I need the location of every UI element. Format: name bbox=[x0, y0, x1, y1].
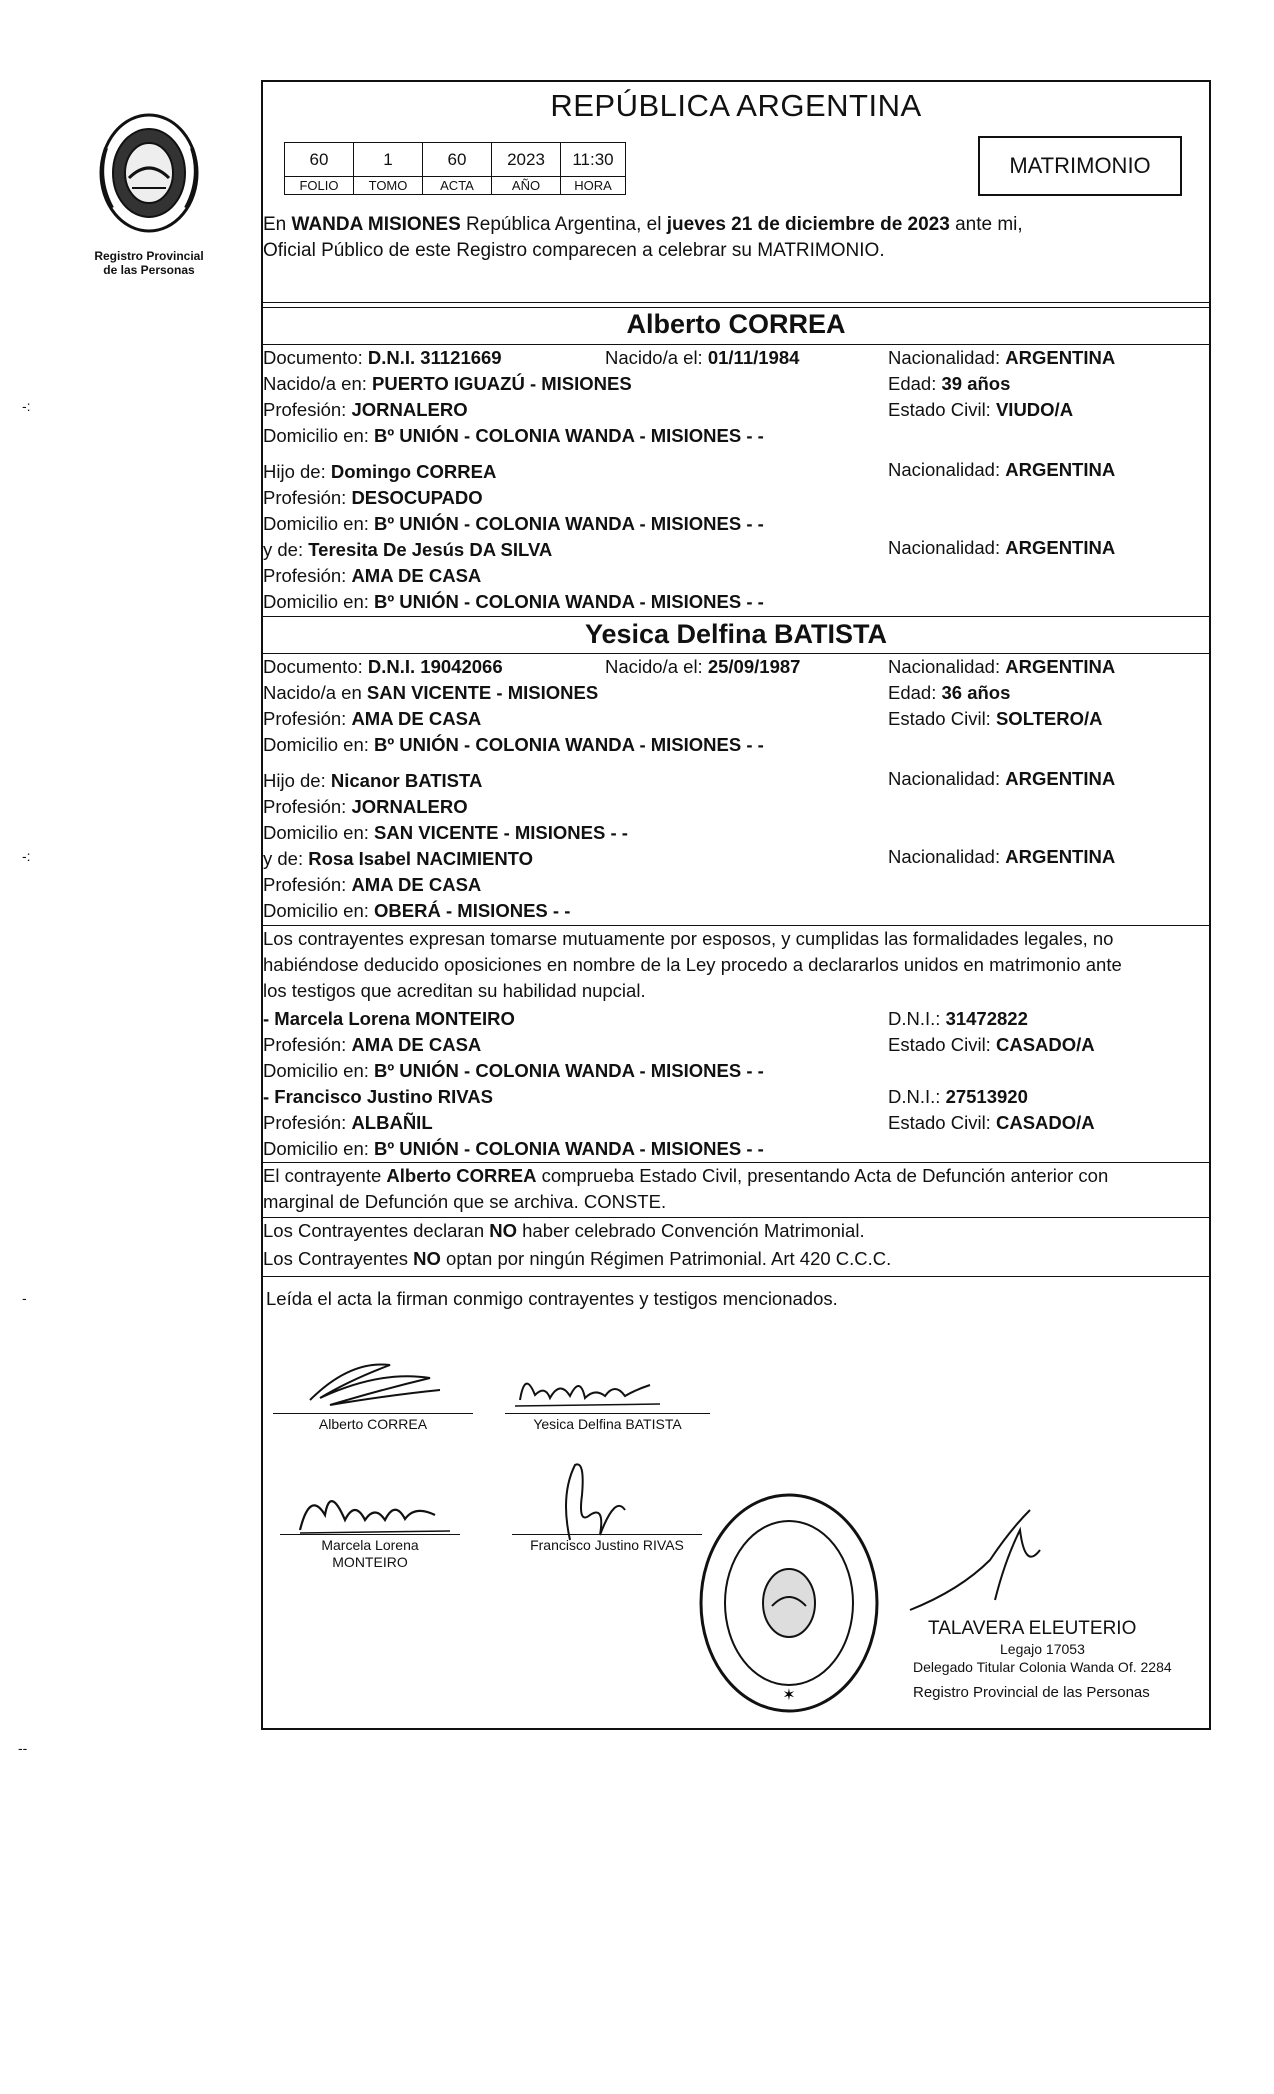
provincial-seal-icon bbox=[94, 108, 204, 238]
divider bbox=[261, 1217, 1211, 1218]
witness-1-profession: Profesión: AMA DE CASA bbox=[263, 1034, 482, 1055]
groom-name-heading: Alberto CORREA bbox=[626, 309, 846, 339]
officer-legajo: Legajo 17053 bbox=[1000, 1641, 1085, 1657]
bride-nationality: Nacionalidad: ARGENTINA bbox=[888, 656, 1116, 677]
acta-label: ACTA bbox=[423, 177, 492, 195]
witness-2-signature bbox=[530, 1455, 640, 1550]
witness-2-profession: Profesión: ALBAÑIL bbox=[263, 1112, 433, 1133]
witness-2-civil-status: Estado Civil: CASADO/A bbox=[888, 1112, 1095, 1133]
bride-father: Hijo de: Nicanor BATISTA bbox=[263, 770, 483, 791]
intro-line-1: En WANDA MISIONES República Argentina, el jueves 21 de diciembre de 2023 ante mi, bbox=[263, 214, 1023, 235]
witness-2-dni: D.N.I.: 27513920 bbox=[888, 1086, 1028, 1107]
declaration-line-3: los testigos que acreditan su habilidad nupcial. bbox=[263, 980, 646, 1001]
bride-mother: y de: Rosa Isabel NACIMIENTO bbox=[263, 848, 534, 869]
record-type-box: MATRIMONIO bbox=[978, 136, 1182, 196]
registry-logo bbox=[74, 108, 224, 277]
intro-line-2: Oficial Público de este Registro comparecen a celebrar su MATRIMONIO. bbox=[263, 240, 885, 261]
declaration-line-1: Los contrayentes expresan tomarse mutuamente por esposos, y cumplidas las formalidades legales, no bbox=[263, 928, 1114, 949]
bride-civil-status: Estado Civil: SOLTERO/A bbox=[888, 708, 1103, 729]
witness-1-name: - Marcela Lorena MONTEIRO bbox=[263, 1008, 515, 1029]
civil-status-note-line-2: marginal de Defunción que se archiva. CONSTE. bbox=[263, 1191, 667, 1212]
witness-2-signature-caption: Francisco Justino RIVAS bbox=[530, 1537, 684, 1553]
bride-document: Documento: D.N.I. 19042066 bbox=[263, 656, 503, 677]
bride-father-address: Domicilio en: SAN VICENTE - MISIONES - - bbox=[263, 822, 628, 843]
groom-document: Documento: D.N.I. 31121669 bbox=[263, 347, 502, 368]
bride-name-heading: Yesica Delfina BATISTA bbox=[584, 619, 888, 649]
bride-father-profession: Profesión: JORNALERO bbox=[263, 796, 468, 817]
witness-1-signature-line bbox=[280, 1534, 460, 1535]
acta-value: 60 bbox=[423, 143, 492, 177]
scan-mark: - bbox=[22, 1290, 27, 1306]
bride-father-nationality: Nacionalidad: ARGENTINA bbox=[888, 768, 1116, 789]
groom-mother-nationality: Nacionalidad: ARGENTINA bbox=[888, 537, 1116, 558]
groom-mother-profession: Profesión: AMA DE CASA bbox=[263, 565, 482, 586]
bride-mother-nationality: Nacionalidad: ARGENTINA bbox=[888, 846, 1116, 867]
declaration-line-2: habiéndose deducido oposiciones en nombre de la Ley procedo a declararlos unidos en matrimonio ante bbox=[263, 954, 1122, 975]
tomo-label: TOMO bbox=[354, 177, 423, 195]
bride-address: Domicilio en: Bº UNIÓN - COLONIA WANDA - MISIONES - - bbox=[263, 734, 764, 755]
witness-1-signature-caption: Marcela Lorena MONTEIRO bbox=[321, 1537, 419, 1570]
divider bbox=[261, 925, 1211, 926]
bride-birthdate: Nacido/a el: 25/09/1987 bbox=[605, 656, 801, 677]
witness-2-address: Domicilio en: Bº UNIÓN - COLONIA WANDA - MISIONES - - bbox=[263, 1138, 764, 1159]
scan-mark: -: bbox=[22, 848, 31, 864]
groom-father-address: Domicilio en: Bº UNIÓN - COLONIA WANDA - MISIONES - - bbox=[263, 513, 764, 534]
bride-mother-address: Domicilio en: OBERÁ - MISIONES - - bbox=[263, 900, 571, 921]
scan-mark: -: bbox=[22, 398, 31, 414]
ano-label: AÑO bbox=[492, 177, 561, 195]
registry-fields-table bbox=[284, 142, 626, 195]
divider bbox=[261, 653, 1211, 654]
bride-profession: Profesión: AMA DE CASA bbox=[263, 708, 482, 729]
groom-profession: Profesión: JORNALERO bbox=[263, 399, 468, 420]
folio-label: FOLIO bbox=[285, 177, 354, 195]
groom-birthdate: Nacido/a el: 01/11/1984 bbox=[605, 347, 800, 368]
witness-1-civil-status: Estado Civil: CASADO/A bbox=[888, 1034, 1095, 1055]
divider bbox=[261, 307, 1211, 308]
divider bbox=[261, 1276, 1211, 1277]
groom-signature-caption: Alberto CORREA bbox=[318, 1416, 428, 1432]
logo-caption: Registro Provincial de las Personas bbox=[94, 249, 204, 277]
bride-mother-profession: Profesión: AMA DE CASA bbox=[263, 874, 482, 895]
closing-statement: Leída el acta la firman conmigo contrayentes y testigos mencionados. bbox=[266, 1288, 838, 1309]
bride-birthplace: Nacido/a en SAN VICENTE - MISIONES bbox=[263, 682, 599, 703]
official-stamp bbox=[694, 1488, 884, 1718]
tomo-value: 1 bbox=[354, 143, 423, 177]
ano-value: 2023 bbox=[492, 143, 561, 177]
divider bbox=[261, 344, 1211, 345]
groom-civil-status: Estado Civil: VIUDO/A bbox=[888, 399, 1074, 420]
bride-age: Edad: 36 años bbox=[888, 682, 1011, 703]
svg-text:✶: ✶ bbox=[782, 1687, 796, 1704]
regime-line-2: Los Contrayentes NO optan por ningún Régimen Patrimonial. Art 420 C.C.C. bbox=[263, 1248, 892, 1269]
groom-age: Edad: 39 años bbox=[888, 373, 1011, 394]
bride-signature-caption: Yesica Delfina BATISTA bbox=[533, 1416, 682, 1432]
hora-label: HORA bbox=[561, 177, 626, 195]
witness-2-name: - Francisco Justino RIVAS bbox=[263, 1086, 493, 1107]
groom-father: Hijo de: Domingo CORREA bbox=[263, 461, 497, 482]
officer-signature bbox=[900, 1500, 1080, 1620]
groom-address: Domicilio en: Bº UNIÓN - COLONIA WANDA - MISIONES - - bbox=[263, 425, 764, 446]
divider bbox=[261, 302, 1211, 303]
groom-mother-address: Domicilio en: Bº UNIÓN - COLONIA WANDA - MISIONES - - bbox=[263, 591, 764, 612]
groom-signature bbox=[290, 1350, 470, 1420]
page-title: REPÚBLICA ARGENTINA bbox=[550, 88, 922, 123]
groom-mother: y de: Teresita De Jesús DA SILVA bbox=[263, 539, 553, 560]
officer-name: TALAVERA ELEUTERIO bbox=[928, 1618, 1137, 1639]
bride-signature bbox=[510, 1360, 670, 1415]
officer-title: Delegado Titular Colonia Wanda Of. 2284 bbox=[913, 1659, 1172, 1675]
groom-father-profession: Profesión: DESOCUPADO bbox=[263, 487, 483, 508]
groom-father-nationality: Nacionalidad: ARGENTINA bbox=[888, 459, 1116, 480]
civil-status-note-line-1: El contrayente Alberto CORREA comprueba Estado Civil, presentando Acta de Defunción anterior con bbox=[263, 1165, 1109, 1186]
divider bbox=[261, 1162, 1211, 1163]
scan-mark: -- bbox=[18, 1740, 28, 1756]
folio-value: 60 bbox=[285, 143, 354, 177]
groom-birthplace: Nacido/a en: PUERTO IGUAZÚ - MISIONES bbox=[263, 373, 632, 394]
hora-value: 11:30 bbox=[561, 143, 626, 177]
witness-2-signature-line bbox=[512, 1534, 702, 1535]
officer-organization: Registro Provincial de las Personas bbox=[913, 1684, 1150, 1701]
bride-signature-line bbox=[505, 1413, 710, 1414]
witness-1-address: Domicilio en: Bº UNIÓN - COLONIA WANDA - MISIONES - - bbox=[263, 1060, 764, 1081]
groom-nationality: Nacionalidad: ARGENTINA bbox=[888, 347, 1116, 368]
regime-line-1: Los Contrayentes declaran NO haber celebrado Convención Matrimonial. bbox=[263, 1220, 865, 1241]
groom-signature-line bbox=[273, 1413, 473, 1414]
witness-1-dni: D.N.I.: 31472822 bbox=[888, 1008, 1028, 1029]
divider bbox=[261, 616, 1211, 617]
